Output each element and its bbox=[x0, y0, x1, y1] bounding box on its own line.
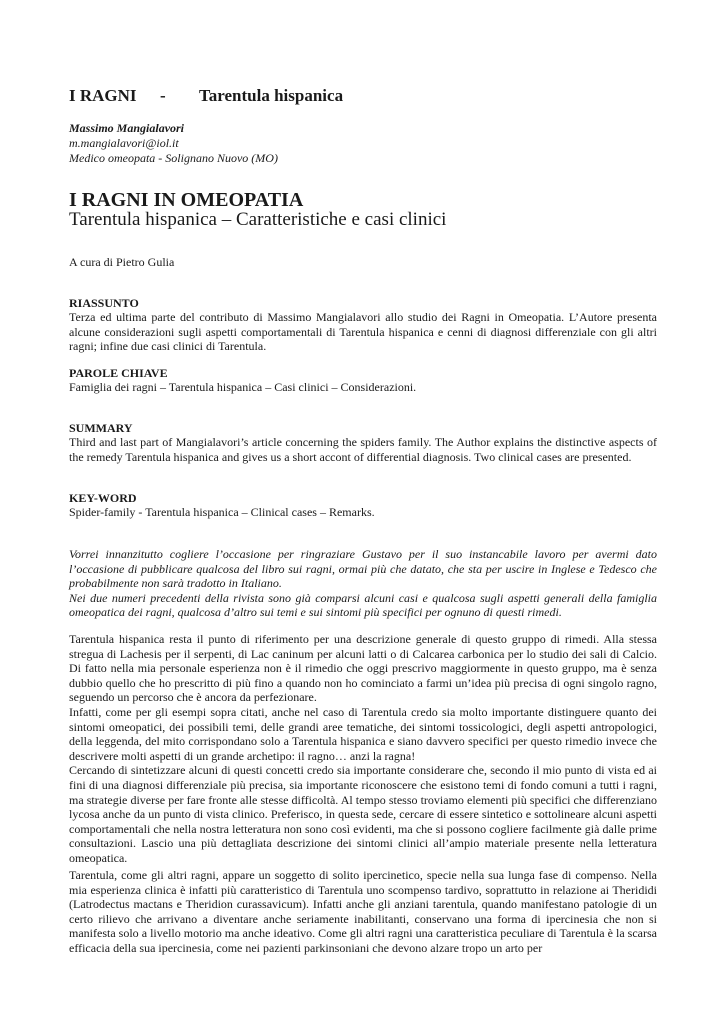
author-block bbox=[69, 121, 657, 166]
summary-section bbox=[69, 421, 657, 464]
body-section-1 bbox=[69, 632, 657, 866]
intro-paragraph: Vorrei innanzitutto cogliere l’occasione per ringraziare Gustavo per il suo instancabile lavoro per avermi dato l’occasione di pubblicare qualcosa del libro sui ragni, ormai più che datato, che sta per uscire in Inglese e Tedesco che probabilmente non sarà tradotto in Italiano. bbox=[69, 547, 657, 591]
parole-chiave-section bbox=[69, 366, 657, 395]
keyword-text: Spider-family - Tarentula hispanica – Clinical cases – Remarks. bbox=[69, 505, 375, 519]
body-paragraph: Cercando di sintetizzare alcuni di questi concetti credo sia importante considerare che, secondo il mio punto di vista ed ai fini di una diagnosi differenziale più precisa, sia importante riconoscere che esistono temi di fondo comuni a tutti i ragni, ma strategie diverse per fare fronte alle stesse difficoltà. Al tempo stesso troviamo elementi più specifici che differenziano lycosa anche da un punto di vista clinico. Preferisco, in questa sede, cercare di essere sintetico e sottolineare alcuni aspetti comportamentali che nella nostra letteratura non sono così evidenti, ma che si possono cogliere facilmente già dalle prime consultazioni. Lascio una più dettagliata descrizione dei sintomi clinici all’ampio materiale presente nella letteratura omeopatica. bbox=[69, 763, 657, 865]
article-title: I RAGNI IN OMEOPATIA bbox=[69, 189, 304, 211]
body-paragraph: Infatti, come per gli esempi sopra citati, anche nel caso di Tarentula credo sia molto importante distinguere quanto dei sintomi omeopatici, dei possibili temi, delle grandi aree tematiche, dei sintomi tossicologici, degli aspetti antropologici, della leggenda, del mito corrispondano solo a Tarentula hispanica e siano davvero specifici per questo rimedio invece che descrivere molti aspetti di un grande archetipo: il ragno… anzi la ragna! bbox=[69, 704, 657, 763]
riassunto-text: Terza ed ultima parte del contributo di Massimo Mangialavori allo studio dei Ragni in Omeopatia. L’Autore presenta alcune considerazioni sugli aspetti comportamentali di Tarentula hispanica e cenni di diagnosi differenziale con gli altri ragni; infine due casi clinici di Tarentula. bbox=[69, 310, 657, 354]
riassunto-section bbox=[69, 296, 657, 354]
header-right: Tarentula hispanica bbox=[199, 86, 344, 105]
parole-chiave-text: Famiglia dei ragni – Tarentula hispanica – Casi clinici – Considerazioni. bbox=[69, 380, 417, 394]
summary-text: Third and last part of Mangialavori’s article concerning the spiders family. The Author explains the distinctive aspects of the remedy Tarentula hispanica and gives us a short accont of differential diagnosis. Two clinical cases are presented. bbox=[69, 435, 657, 464]
curator-line: A cura di Pietro Gulia bbox=[69, 255, 175, 269]
header-dash: - bbox=[160, 86, 166, 105]
summary-heading: SUMMARY bbox=[69, 421, 133, 435]
article-subtitle: Tarentula hispanica – Caratteristiche e casi clinici bbox=[69, 209, 447, 230]
parole-chiave-heading: PAROLE CHIAVE bbox=[69, 366, 168, 380]
header-left: I RAGNI bbox=[69, 86, 137, 105]
body-paragraph: Tarentula hispanica resta il punto di riferimento per una descrizione generale di questo gruppo di rimedi. Alla stessa stregua di Lachesis per il serpenti, di Lac caninum per alcuni latti o di Calcarea carbonica per lo studio dei sali di Calcio. Di fatto nella mia personale esperienza non è il rimedio che oggi prescrivo maggiormente in questo gruppo, ma è senza dubbio quello che ho prescritto di più fino a quando non ho cominciato a farmi un’idea più precisa di ogni singolo ragno, seguendo un percorso che è ancora da perfezionare. bbox=[69, 632, 657, 705]
intro-italic bbox=[69, 547, 657, 620]
author-email: m.mangialavori@iol.it bbox=[69, 136, 179, 150]
body-section-2 bbox=[69, 868, 657, 956]
body-paragraph: Tarentula, come gli altri ragni, appare un soggetto di solito ipercinetico, specie nella sua lunga fase di compenso. Nella mia esperienza clinica è infatti più caratteristico di Tarentula uno scompenso tardivo, soprattutto in relazione ai Therididi (Latrodectus mactans e Theridion curassavicum). Infatti anche gli anziani tarentula, quando manifestano patologie di un certo rilievo che arrivano a diventare anche seriamente inabilitanti, conservano una forma di ipercinesia che non si manifesta solo a livello motorio ma anche ideativo. Come gli altri ragni una caratteristica peculiare di Tarentula è la scarsa efficacia della sua ipercinesia, come nei pazienti parkinsoniani che devono alzare tropo un arto per bbox=[69, 868, 657, 955]
author-affiliation: Medico omeopata - Solignano Nuovo (MO) bbox=[69, 151, 278, 165]
keyword-section bbox=[69, 491, 657, 520]
intro-paragraph: Nei due numeri precedenti della rivista sono già comparsi alcuni casi e qualcosa sugli aspetti generali della famiglia omeopatica dei ragni, qualcosa d’altro sui temi e sui sintomi più specifici per ognuno di questi rimedi. bbox=[69, 590, 657, 620]
keyword-heading: KEY-WORD bbox=[69, 491, 137, 505]
riassunto-heading: RIASSUNTO bbox=[69, 296, 139, 310]
author-name: Massimo Mangialavori bbox=[69, 121, 185, 135]
